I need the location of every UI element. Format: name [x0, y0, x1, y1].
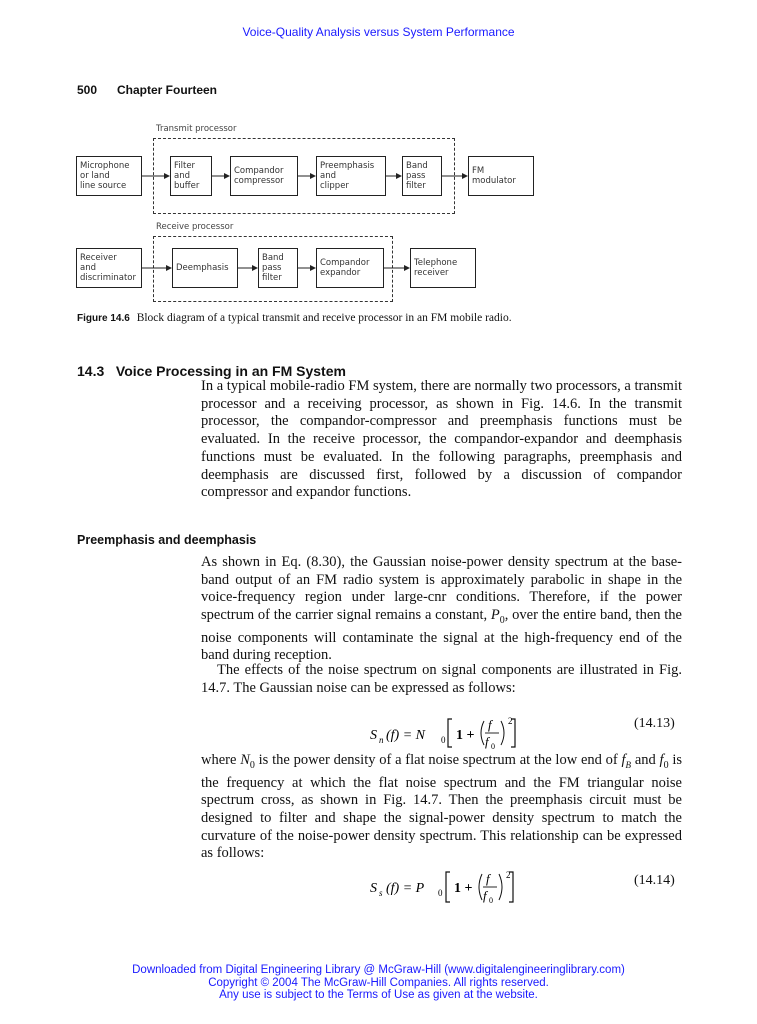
chapter-title: Chapter Fourteen	[117, 83, 218, 97]
eq1-num: f	[488, 717, 492, 732]
eq2-num: f	[486, 871, 490, 886]
eq1-exp: 2	[508, 716, 513, 726]
deemphasis-block: Deemphasis	[172, 248, 238, 288]
equation-14-14	[370, 872, 530, 913]
footer	[0, 964, 757, 1002]
eq2-p-sub: 0	[438, 888, 443, 898]
eq2-den: f	[483, 888, 487, 903]
eq1-n-sub: 0	[441, 735, 446, 745]
receive-processor-label: Receive processor	[156, 222, 234, 232]
paragraph-preemphasis-design: where $N_0$ is the power density of a flat noise spectrum at the low end of $f_B$ and $f_0$ is the frequency at which the flat noise spectrum and the FM triangular noise spectrum cross, as shown in Fig. 14.7. Then the preemphasis circuit must be designed to filter and shape the signal-power density spectrum to match the curvature of the noise-power density spectrum. This relationship can be expressed as follows:	[201, 752, 683, 862]
eq1-den: f	[485, 734, 489, 749]
eq1-lhs-sub: n	[379, 735, 384, 745]
filter-buffer-block: Filter and buffer	[170, 156, 212, 196]
equation-number-14-14: (14.14)	[634, 873, 675, 888]
eq2-den-sub: 0	[489, 896, 493, 905]
eq2-arg: (f) = P	[386, 881, 425, 896]
eq1-arg: (f) = N	[386, 728, 425, 743]
block-diagram	[76, 124, 546, 309]
receiver-discriminator-block: Receiver and discriminator	[76, 248, 142, 288]
receive-bandpass-block: Band pass filter	[258, 248, 298, 288]
footer-download-link[interactable]: Downloaded from Digital Engineering Library @ McGraw-Hill (www.digitalengineeringlibrary.com)	[132, 964, 625, 976]
preemphasis-clipper-block: Preemphasis and clipper	[316, 156, 386, 196]
transmit-bandpass-block: Band pass filter	[402, 156, 442, 196]
footer-copyright: Copyright © 2004 The McGraw-Hill Companies. All rights reserved.	[208, 976, 549, 989]
running-header: Voice-Quality Analysis versus System Performance	[242, 25, 515, 39]
figure-caption-text: Block diagram of a typical transmit and receive processor in an FM mobile radio.	[136, 312, 512, 324]
figure-number: Figure 14.6	[77, 313, 130, 324]
equation-14-13	[370, 715, 530, 756]
footer-terms[interactable]: Any use is subject to the Terms of Use as given at the website.	[219, 989, 538, 1001]
eq2-exp: 2	[506, 870, 511, 880]
eq2-one: 1 +	[454, 881, 473, 896]
transmit-processor-label: Transmit processor	[156, 124, 237, 134]
eq2-lhs-sub: s	[379, 888, 383, 898]
fm-modulator-block: FM modulator	[468, 156, 534, 196]
signal-arrows	[76, 124, 546, 309]
page-number: 500	[77, 83, 98, 97]
equation-number-14-13: (14.13)	[634, 716, 675, 731]
eq1-one: 1 +	[456, 728, 475, 743]
paragraph-noise-spectrum: As shown in Eq. (8.30), the Gaussian noise-power density spectrum at the base-band output of an FM radio system is approximately parabolic in shape in the voice-frequency region under large-cnr conditions. Therefore, if the power spectrum of the carrier signal remains a constant, $P_0$, over the entire band, then the noise components will contaminate the signal at the high-frequency end of the band during reception.	[201, 554, 682, 664]
subsection-heading: Preemphasis and deemphasis	[77, 533, 257, 547]
compandor-expandor-block: Compandor expandor	[316, 248, 384, 288]
telephone-receiver-block: Telephone receiver	[410, 248, 476, 288]
eq1-den-sub: 0	[491, 742, 495, 751]
eq2-lhs: S	[370, 881, 377, 896]
paragraph-intro: In a typical mobile-radio FM system, there are normally two processors, a transmit processor and a receiving processor, as shown in Fig. 14.6. In the transmit processor, the compandor-compressor and preemphasis functions must be evaluated. In the receive processor, the compandor-expandor and deemphasis functions must be evaluated. In the following paragraphs, preemphasis and deemphasis are discussed first, followed by a discussion of compandor compressor and expandor functions.	[201, 378, 682, 501]
microphone-source-block: Microphone or land line source	[76, 156, 142, 196]
compandor-compressor-block: Compandor compressor	[230, 156, 298, 196]
paragraph-noise-effects: The effects of the noise spectrum on signal components are illustrated in Fig. 14.7. The Gaussian noise can be expressed as follows:	[201, 662, 682, 696]
eq1-lhs: S	[370, 728, 377, 743]
figure-caption	[77, 311, 547, 326]
section-heading: 14.3 Voice Processing in an FM System	[77, 363, 346, 379]
